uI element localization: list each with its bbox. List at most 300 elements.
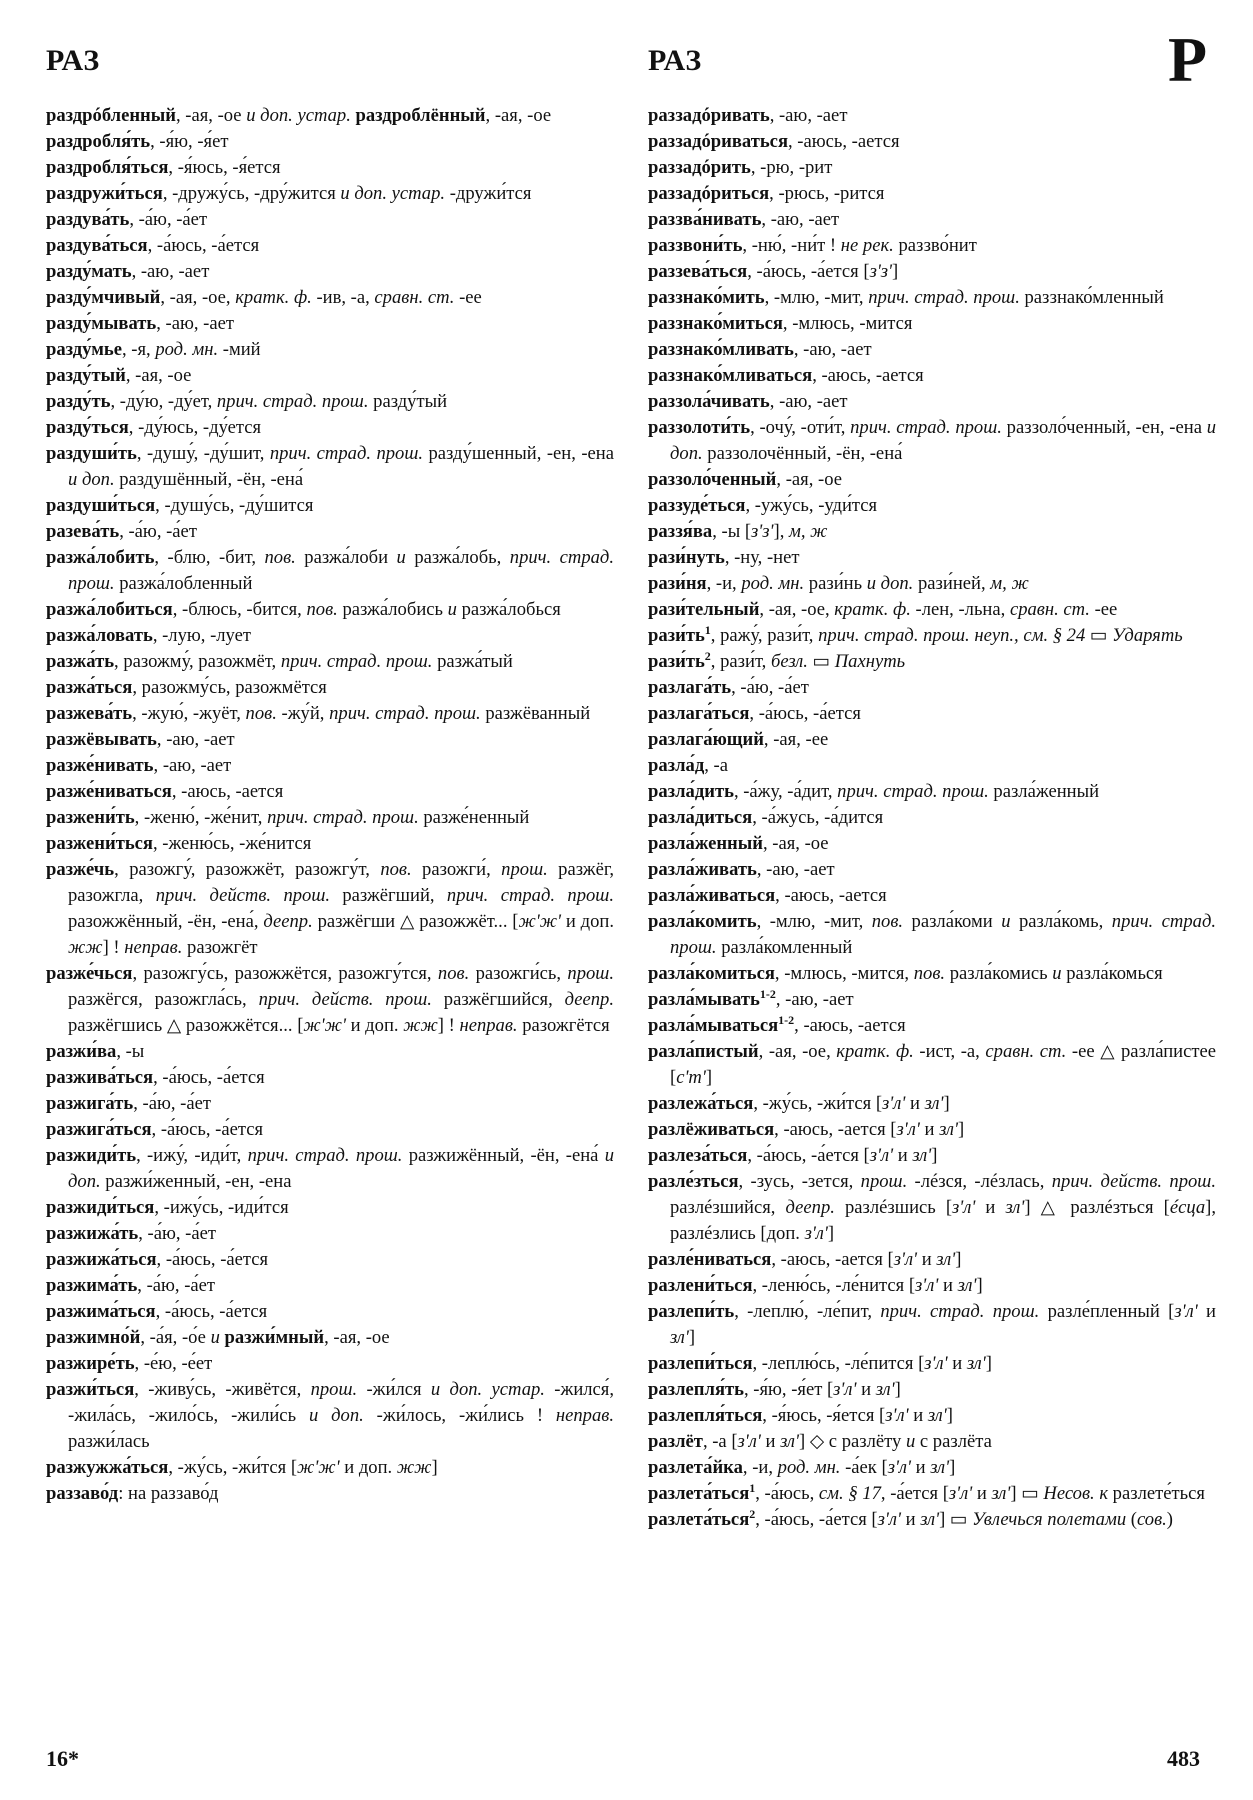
entry-text: , -а́юсь, -а́ется	[155, 1301, 268, 1322]
entry-text: )	[1166, 1509, 1173, 1530]
headword: разева́ть	[46, 521, 120, 542]
entry-text: ]	[892, 261, 899, 282]
entry-text: ]	[976, 1275, 983, 1296]
entry-text: и	[905, 1093, 925, 1114]
entry-text: и	[908, 1405, 928, 1426]
grammar-label: пов.	[871, 911, 904, 932]
dictionary-entry	[46, 155, 614, 181]
headword: раздува́ться	[46, 235, 148, 256]
dictionary-column-right	[648, 103, 1216, 1533]
grammar-label: сравн. ст.	[1009, 599, 1090, 620]
grammar-label: зл'	[780, 1431, 799, 1452]
grammar-label: деепр.	[564, 989, 614, 1010]
grammar-label: пов.	[264, 547, 296, 568]
grammar-label: к	[1099, 1483, 1109, 1504]
entry-text: , -а́жусь, -а́дится	[752, 807, 884, 828]
entry-text: , -рю, -рит	[750, 157, 833, 178]
grammar-label: з'л'	[869, 1145, 894, 1166]
entry-text: разожги́сь,	[469, 963, 568, 984]
headword: разже́нивать	[46, 755, 154, 776]
grammar-label: éсца	[1169, 1197, 1206, 1218]
grammar-label: зл'	[1005, 1197, 1025, 1218]
grammar-label: з'л'	[893, 1249, 918, 1270]
dictionary-entry	[648, 753, 1216, 779]
dictionary-entry	[648, 649, 1216, 675]
grammar-label: зл'	[957, 1275, 977, 1296]
entry-text: и	[760, 1431, 781, 1452]
dictionary-entry	[46, 389, 614, 415]
dictionary-entry	[46, 1377, 614, 1455]
headword: разжире́ть	[46, 1353, 135, 1374]
entry-text: , -ая, -ое	[485, 105, 552, 126]
entry-text: , -ну, -нет	[724, 547, 800, 568]
grammar-label: Несов.	[1043, 1483, 1095, 1504]
entry-text: разжи́лась	[68, 1431, 150, 1452]
grammar-label: прич. действ. прош.	[1051, 1171, 1216, 1192]
dictionary-entry	[648, 285, 1216, 311]
dictionary-entry	[46, 519, 614, 545]
grammar-label: и	[1001, 911, 1011, 932]
entry-text: разжёг, разожгла,	[68, 859, 614, 906]
dictionary-entry	[46, 753, 614, 779]
entry-text: и	[1197, 1301, 1216, 1322]
headword: разжа́ть	[46, 651, 115, 672]
grammar-label: прош.	[501, 859, 548, 880]
entry-text: разжёгший,	[330, 885, 447, 906]
entry-text: разла́комись	[945, 963, 1053, 984]
grammar-label: деепр.	[263, 911, 313, 932]
headword: разле́ниваться	[648, 1249, 772, 1270]
entry-text: , -аю, -ает	[131, 261, 210, 282]
entry-text: ] !	[102, 937, 125, 958]
dictionary-entry	[648, 1013, 1216, 1039]
grammar-label: с'т'	[676, 1067, 706, 1088]
entry-text: разле́пленный [	[1039, 1301, 1175, 1322]
headword: разжиди́ть	[46, 1145, 137, 1166]
entry-text: разожжённый, -ён, -ена́,	[68, 911, 264, 932]
entry-text: , -а́юсь, -а́ется [	[755, 1509, 878, 1530]
headword: раззвони́ть	[648, 235, 743, 256]
dictionary-entry	[648, 805, 1216, 831]
homonym-index: 2	[704, 648, 711, 663]
entry-text: разожги́,	[411, 859, 502, 880]
entry-text: разла́коми	[903, 911, 1002, 932]
headword: разжима́ться	[46, 1301, 156, 1322]
entry-text: , -аю, -ает	[156, 729, 235, 750]
entry-text: , ражу́, рази́т,	[710, 625, 819, 646]
entry-text: ]	[957, 1119, 965, 1140]
dictionary-entry	[46, 1195, 614, 1221]
entry-text: разжёгшийся,	[431, 989, 565, 1010]
entry-text: разла́комься	[1061, 963, 1163, 984]
dictionary-entry	[46, 701, 614, 727]
headword: раззадóриться	[648, 183, 770, 204]
headword: раззва́нивать	[648, 209, 762, 230]
headword: раззолоти́ть	[648, 417, 751, 438]
grammar-label: прош.	[567, 963, 614, 984]
entry-text: ] △ разлéзться [	[1024, 1197, 1170, 1218]
grammar-label: пов.	[306, 599, 338, 620]
grammar-label: з'л'	[885, 1405, 909, 1426]
grammar-label: прич. страд. прош.	[267, 807, 419, 828]
entry-text: ]	[827, 1223, 835, 1244]
grammar-label: род. мн.	[741, 573, 805, 594]
dictionary-entry	[46, 337, 614, 363]
headword: разлеза́ться	[648, 1145, 748, 1166]
entry-text: , -ду́ю, -ду́ет,	[110, 391, 217, 412]
dictionary-entry	[648, 311, 1216, 337]
dictionary-entry	[648, 1091, 1216, 1117]
headword: раззаво́д	[46, 1483, 119, 1504]
dictionary-entry	[648, 181, 1216, 207]
grammar-label: и	[447, 599, 457, 620]
grammar-label: неправ.	[124, 937, 183, 958]
entry-text: , разожгу́сь, разожжётся, разожгу́тся,	[132, 963, 438, 984]
grammar-label: зл'	[930, 1457, 950, 1478]
entry-text: , -а́ю, -а́ет	[138, 1223, 216, 1244]
entry-text: и	[975, 1197, 1006, 1218]
entry-text: , -я́ю, -я́ет [	[743, 1379, 834, 1400]
headword: разжужжа́ться	[46, 1457, 169, 1478]
headword: разжима́ть	[46, 1275, 138, 1296]
entry-text: , -ы	[116, 1041, 145, 1062]
dictionary-entry	[46, 1039, 614, 1065]
headword: разла́мываться	[648, 1015, 779, 1036]
homonym-index: 1-2	[759, 986, 776, 1001]
entry-text: , -я́юсь, -я́ется [	[762, 1405, 886, 1426]
entry-text: , -аюсь, -ается	[775, 885, 887, 906]
homonym-index: 2	[749, 1506, 756, 1521]
entry-text: разжа́лобь,	[405, 547, 510, 568]
dictionary-entry	[46, 103, 614, 129]
entry-text: , -ижу́, -иди́т,	[136, 1145, 248, 1166]
dictionary-entry	[648, 1273, 1216, 1299]
dictionary-entry	[46, 1299, 614, 1325]
dictionary-entry	[46, 441, 614, 493]
dictionary-entry	[648, 1377, 1216, 1403]
entry-text: и доп.	[339, 1457, 397, 1478]
headword: разлепи́ть	[648, 1301, 735, 1322]
headword: разлежа́ться	[648, 1093, 754, 1114]
entry-text: рази́ней,	[913, 573, 991, 594]
dictionary-entry	[46, 597, 614, 623]
entry-text: , -жу́сь, -жи́тся [	[753, 1093, 883, 1114]
headword: разду́мать	[46, 261, 132, 282]
entry-text: , -а [	[702, 1431, 738, 1452]
entry-text: , -ая, -ое,	[758, 1041, 837, 1062]
dictionary-entry	[648, 857, 1216, 883]
grammar-label: кратк. ф.	[834, 599, 911, 620]
headword: разжа́ться	[46, 677, 133, 698]
headword: раззадóривать	[648, 105, 770, 126]
dictionary-entry	[46, 1117, 614, 1143]
dictionary-entry	[648, 1429, 1216, 1455]
grammar-label: з'з'	[751, 521, 774, 542]
headword: раззнако́мить	[648, 287, 765, 308]
dictionary-entry	[648, 1169, 1216, 1247]
dictionary-entry	[648, 519, 1216, 545]
dictionary-entry	[648, 1039, 1216, 1091]
headword: рази́ть	[648, 651, 705, 672]
entry-text: , -аю, -ает	[775, 989, 854, 1010]
headword: разлепля́ться	[648, 1405, 763, 1426]
headword: раззола́чивать	[648, 391, 770, 412]
page-number: 483	[1167, 1746, 1200, 1771]
grammar-label: з'з'	[869, 261, 893, 282]
entry-text: разду́тый	[368, 391, 448, 412]
entry-text: , -живу́сь, -живётся,	[134, 1379, 311, 1400]
grammar-label: прич. страд. прош.	[868, 287, 1020, 308]
headword: разжева́ть	[46, 703, 133, 724]
entry-text: разжа́лоби	[295, 547, 397, 568]
dictionary-entry	[648, 363, 1216, 389]
dictionary-entry	[648, 233, 1216, 259]
entry-text: , -а́юсь, -а́ется	[749, 703, 861, 724]
entry-text: , -я́ю, -я́ет	[150, 131, 229, 152]
homonym-index: 1-2	[778, 1012, 795, 1027]
dictionary-entry	[46, 1091, 614, 1117]
entry-text: , -а́юсь, -а́ется [	[747, 261, 870, 282]
headword: разжа́ловать	[46, 625, 153, 646]
grammar-label: прич. страд. прош.	[880, 1301, 1040, 1322]
entry-text: , -а́ю, -а́ет	[119, 521, 197, 542]
entry-text: с разлёта	[915, 1431, 992, 1452]
entry-text: , -млю, -мит,	[756, 911, 872, 932]
entry-text: разжа́лобленный	[114, 573, 253, 594]
entry-text: ]	[943, 1093, 950, 1114]
entry-text: ], разлéзлись [доп.	[670, 1197, 1216, 1244]
grammar-label: род. мн.	[155, 339, 219, 360]
entry-text: разжа́лобись	[337, 599, 448, 620]
entry-text: и	[947, 1353, 967, 1374]
entry-text: , -очу́, -оти́т,	[750, 417, 851, 438]
entry-text: , -зусь, -зется,	[738, 1171, 861, 1192]
dictionary-entry	[46, 623, 614, 649]
entry-text: разла́комленный	[716, 937, 853, 958]
entry-text: , -а́жу, -а́дит,	[733, 781, 838, 802]
grammar-label: прич. страд. прош.	[280, 651, 433, 672]
dictionary-entry	[46, 259, 614, 285]
headword: разла́живаться	[648, 885, 776, 906]
headword: разжа́лобиться	[46, 599, 173, 620]
entry-text: , -аюсь, -ается	[794, 1015, 906, 1036]
entry-text: ]	[931, 1145, 938, 1166]
entry-text: (	[1126, 1509, 1137, 1530]
entry-text: , -ужу́сь, -уди́тся	[745, 495, 878, 516]
dictionary-entry	[648, 831, 1216, 857]
headword: разжёвывать	[46, 729, 157, 750]
grammar-label: з'л'	[948, 1483, 973, 1504]
headword: разла́мывать	[648, 989, 760, 1010]
grammar-label: и доп.	[670, 417, 1216, 464]
entry-text: разжёванный	[480, 703, 591, 724]
headword: разду́мье	[46, 339, 122, 360]
headword: раззя́ва	[648, 521, 713, 542]
entry-text: , -аю, -ает	[761, 209, 840, 230]
dictionary-entry	[46, 1143, 614, 1195]
entry-text: , -а́юсь,	[755, 1483, 819, 1504]
entry-text: , -аю, -ает	[769, 105, 848, 126]
dictionary-entry	[648, 623, 1216, 649]
entry-text: , -а́я, -о́е	[140, 1327, 211, 1348]
grammar-label: м, ж	[990, 573, 1029, 594]
entry-text: ] ▭	[939, 1509, 973, 1530]
headword: разлепи́ться	[648, 1353, 753, 1374]
entry-text: , рази́т,	[710, 651, 771, 672]
grammar-label: з'л'	[915, 1275, 939, 1296]
entry-text: , -а́юсь, -а́ется	[153, 1067, 265, 1088]
entry-text: , -а́юсь, -а́ется	[151, 1119, 264, 1140]
headword: раздробля́ть	[46, 131, 151, 152]
headword: разжига́ться	[46, 1119, 152, 1140]
dictionary-entry	[46, 831, 614, 857]
grammar-label: прич. страд. прош.	[837, 781, 989, 802]
headword: раззнако́мливать	[648, 339, 794, 360]
dictionary-entry	[46, 207, 614, 233]
entry-text: , -душу́сь, -ду́шится	[155, 495, 314, 516]
headword: разжига́ть	[46, 1093, 134, 1114]
grammar-label: з'л'	[952, 1197, 976, 1218]
grammar-label: кратк. ф.	[836, 1041, 914, 1062]
entry-text: разжёгся, разожгла́сь,	[68, 989, 259, 1010]
entry-text: , -жую́, -жуёт,	[132, 703, 246, 724]
dictionary-entry	[46, 727, 614, 753]
headword: разжи́ться	[46, 1379, 135, 1400]
grammar-label: не рек.	[840, 235, 894, 256]
section-letter: Р	[1168, 24, 1208, 95]
entry-text: -ее △ разла́пистее [	[670, 1041, 1216, 1088]
grammar-label: пов.	[245, 703, 277, 724]
dictionary-entry	[648, 961, 1216, 987]
entry-text: ] ◇ с разлёту	[799, 1431, 906, 1452]
entry-text: , -а́ю, -а́ет	[137, 1275, 216, 1296]
entry-text: -жился́, -жила́сь, -жило́сь, -жили́сь	[68, 1379, 614, 1426]
grammar-label: род. мн.	[777, 1457, 841, 1478]
dictionary-entry	[648, 571, 1216, 597]
entry-text: , -рюсь, -рится	[769, 183, 885, 204]
entry-text: -жи́лось, -жи́лись !	[363, 1405, 556, 1426]
dictionary-entry	[46, 233, 614, 259]
grammar-label: неправ.	[555, 1405, 614, 1426]
entry-text: , -аюсь, -ается	[171, 781, 284, 802]
entry-text: , -женю́сь, -же́нится	[152, 833, 312, 854]
grammar-label: кратк. ф.	[235, 287, 312, 308]
grammar-label: жж	[68, 937, 103, 958]
entry-text: ]	[949, 1457, 956, 1478]
entry-text: разжёгшись △ разожжётся... [	[68, 1015, 304, 1036]
entry-text: разлете́ться	[1108, 1483, 1205, 1504]
grammar-label: зл'	[920, 1509, 940, 1530]
dictionary-entry	[46, 805, 614, 831]
dictionary-entry	[648, 1299, 1216, 1351]
entry-text: ▭	[1085, 625, 1113, 646]
grammar-label: з'л'	[1174, 1301, 1198, 1322]
grammar-label: жж	[396, 1457, 432, 1478]
entry-text: -жи́лся	[357, 1379, 431, 1400]
grammar-label: з'л'	[833, 1379, 857, 1400]
entry-text: , -аю, -ает	[156, 313, 235, 334]
entry-text: , -аю, -ает	[769, 391, 848, 412]
headword: разжени́ться	[46, 833, 153, 854]
entry-text: , -дружу́сь, -дру́жится	[162, 183, 341, 204]
entry-text: , -аю, -ает	[756, 859, 835, 880]
grammar-label: прич. страд. прош.	[670, 911, 1217, 958]
entry-text: и	[938, 1275, 958, 1296]
signature-mark: 16*	[46, 1746, 79, 1771]
entry-text: , -млю, -мит,	[764, 287, 869, 308]
dictionary-entry	[46, 779, 614, 805]
entry-text: , -ая, -ее	[763, 729, 829, 750]
headword: разла́пистый	[648, 1041, 759, 1062]
grammar-label: и	[396, 547, 406, 568]
entry-text: ] !	[437, 1015, 460, 1036]
entry-text: -а́ек [	[840, 1457, 888, 1478]
entry-text: , -женю́, -же́нит,	[134, 807, 268, 828]
entry-text: , -е́ю, -е́ет	[134, 1353, 213, 1374]
headword: разду́ть	[46, 391, 111, 412]
entry-text: , -ая, -ое	[324, 1327, 390, 1348]
entry-text: , -ду́юсь, -ду́ется	[128, 417, 262, 438]
dictionary-entry	[648, 1403, 1216, 1429]
entry-text: , -а́ется [	[880, 1483, 949, 1504]
grammar-label: прич. страд. прош.	[850, 417, 1002, 438]
dictionary-entry	[46, 1325, 614, 1351]
headword: разжиди́ться	[46, 1197, 155, 1218]
entry-text: ]	[688, 1327, 696, 1348]
dictionary-entry	[648, 701, 1216, 727]
dictionary-entry	[648, 597, 1216, 623]
headword: разла́живать	[648, 859, 757, 880]
grammar-label: ж'ж'	[303, 1015, 346, 1036]
entry-text: , -а́юсь, -а́ется [	[747, 1145, 870, 1166]
headword: разлепля́ть	[648, 1379, 744, 1400]
dictionary-entry	[648, 155, 1216, 181]
entry-text: раззолочённый, -ён, -ена́	[702, 443, 903, 464]
headword: разла́дить	[648, 781, 734, 802]
entry-text: разлéзшийся,	[670, 1197, 786, 1218]
grammar-label: сравн. ст.	[374, 287, 455, 308]
grammar-label: зл'	[991, 1483, 1011, 1504]
grammar-label: пов.	[913, 963, 946, 984]
dictionary-entry	[648, 1117, 1216, 1143]
headword: раззнако́мливаться	[648, 365, 813, 386]
dictionary-entry	[648, 883, 1216, 909]
entry-text: -ее	[1089, 599, 1118, 620]
dictionary-entry	[46, 363, 614, 389]
entry-text: , -душу́, -ду́шит,	[136, 443, 270, 464]
entry-text: , разожму́сь, разожмётся	[132, 677, 327, 698]
entry-text: и	[900, 1509, 921, 1530]
dictionary-entry	[648, 987, 1216, 1013]
entry-text: , -аюсь, -ается	[812, 365, 924, 386]
dictionary-entry	[648, 129, 1216, 155]
entry-text: -жу́й,	[276, 703, 330, 724]
headword: раздуши́ться	[46, 495, 156, 516]
dictionary-entry	[648, 259, 1216, 285]
entry-text: ]	[705, 1067, 713, 1088]
headword: разлёживаться	[648, 1119, 775, 1140]
dictionary-entry	[648, 493, 1216, 519]
headword: рази́ня	[648, 573, 707, 594]
grammar-label: прич. страд. прош.	[68, 547, 614, 594]
headword: раздробля́ться	[46, 157, 169, 178]
entry-text: раззнако́мленный	[1019, 287, 1164, 308]
grammar-label: и доп.	[866, 573, 914, 594]
grammar-label: з'л'	[924, 1353, 948, 1374]
entry-text: , -аюсь, -ается	[788, 131, 900, 152]
entry-text: , -леню́сь, -ле́нится [	[752, 1275, 916, 1296]
entry-text: разду́шенный, -ен, -ена	[423, 443, 614, 464]
